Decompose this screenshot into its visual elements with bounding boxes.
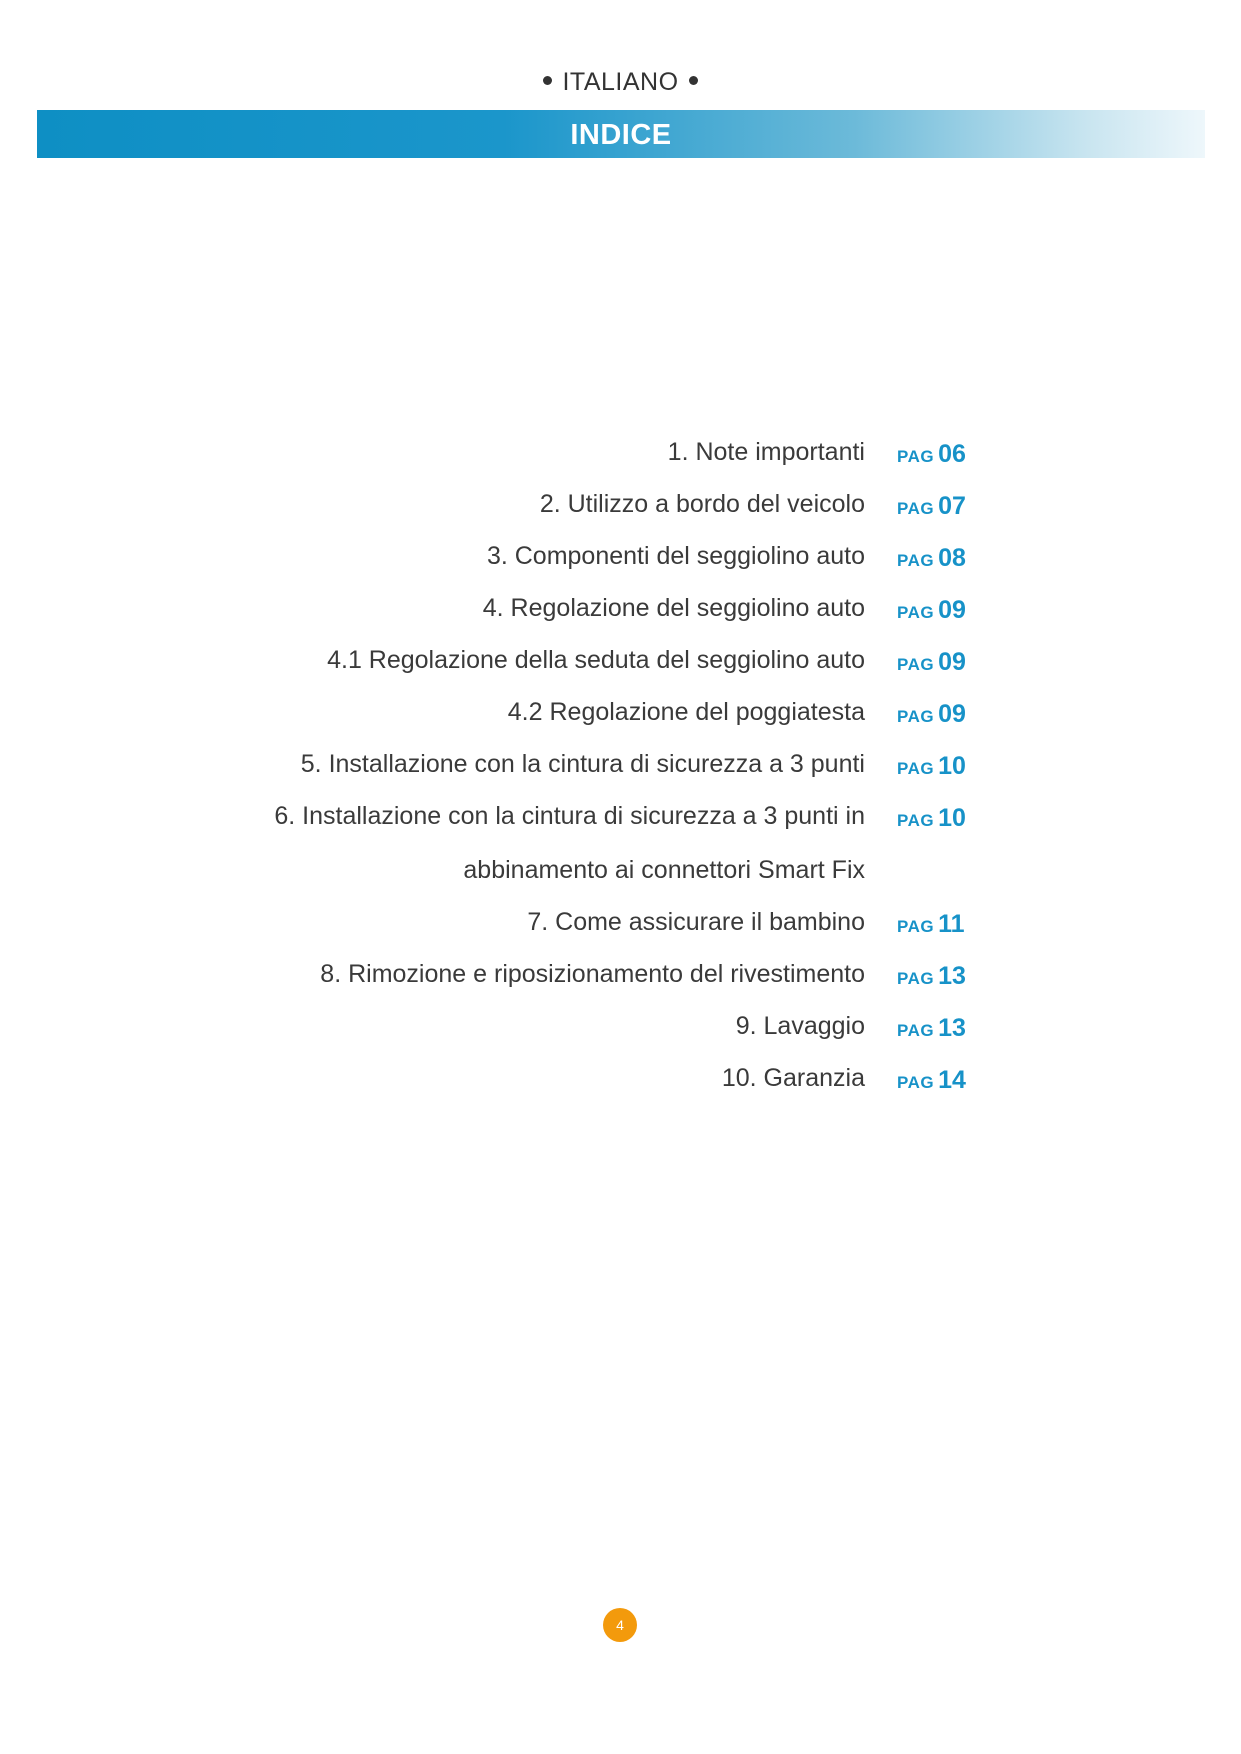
- toc-entry-label: 4.2 Regolazione del poggiatesta: [507, 698, 865, 726]
- page-title: INDICE: [570, 119, 672, 151]
- toc-entry-page: [897, 956, 966, 1000]
- page-number: 09: [938, 700, 966, 728]
- toc-entry-page: [897, 486, 966, 530]
- toc-entry-page: [897, 538, 966, 582]
- toc-entry-label: 5. Installazione con la cintura di sicurezza a 3 punti: [300, 750, 865, 778]
- pag-label: PAG: [897, 655, 935, 674]
- toc-entry[interactable]: [0, 538, 1241, 578]
- page-number: 10: [938, 804, 966, 832]
- toc-entry-label: 9. Lavaggio: [735, 1012, 865, 1040]
- toc-entry-label: 6. Installazione con la cintura di sicurezza a 3 punti in: [274, 802, 865, 830]
- toc-entry-page: [897, 642, 966, 686]
- toc-entry[interactable]: [0, 486, 1241, 526]
- toc-entry-continuation: [0, 852, 1241, 892]
- page-number: 09: [938, 596, 966, 624]
- pag-label: PAG: [897, 551, 935, 570]
- toc-entry-label: abbinamento ai connettori Smart Fix: [463, 856, 865, 884]
- pag-label: PAG: [897, 917, 935, 936]
- toc-entry-label: 3. Componenti del seggiolino auto: [486, 542, 865, 570]
- toc-entry-page: [897, 1060, 966, 1104]
- language-label: ITALIANO: [562, 68, 679, 96]
- toc-entry[interactable]: [0, 590, 1241, 630]
- toc-entry-page: [897, 746, 966, 790]
- page-number: 09: [938, 648, 966, 676]
- pag-label: PAG: [897, 969, 935, 988]
- toc-entry[interactable]: [0, 956, 1241, 996]
- pag-label: PAG: [897, 811, 935, 830]
- toc-entry-label: 1. Note importanti: [667, 438, 865, 466]
- pag-label: PAG: [897, 707, 935, 726]
- toc-entry-page: [897, 590, 966, 634]
- pag-label: PAG: [897, 1021, 935, 1040]
- page-number: 08: [938, 544, 966, 572]
- toc-entry-page: [897, 798, 966, 842]
- toc-entry[interactable]: [0, 694, 1241, 734]
- page-number: 14: [938, 1066, 966, 1094]
- pag-label: PAG: [897, 1073, 935, 1092]
- toc-entry-label: 4.1 Regolazione della seduta del seggiolino auto: [327, 646, 865, 674]
- toc-entry[interactable]: [0, 746, 1241, 786]
- toc-entry[interactable]: [0, 642, 1241, 682]
- toc-entry[interactable]: [0, 904, 1241, 944]
- page-number: 06: [938, 440, 966, 468]
- toc-entry[interactable]: [0, 434, 1241, 474]
- pag-label: PAG: [897, 759, 935, 778]
- toc-entry-label: 10. Garanzia: [721, 1064, 865, 1092]
- toc-entry-label: 2. Utilizzo a bordo del veicolo: [539, 490, 865, 518]
- toc-entry[interactable]: [0, 1008, 1241, 1048]
- toc-entry-label: 4. Regolazione del seggiolino auto: [482, 594, 865, 622]
- pag-label: PAG: [897, 447, 935, 466]
- toc-entry-label: 8. Rimozione e riposizionamento del rivestimento: [320, 960, 865, 988]
- page-number: 07: [938, 492, 966, 520]
- toc-entry-page: [897, 434, 966, 478]
- page-number-badge: 4: [603, 1608, 637, 1642]
- pag-label: PAG: [897, 603, 935, 622]
- toc-entry[interactable]: [0, 1060, 1241, 1100]
- toc-entry[interactable]: [0, 798, 1241, 838]
- page-number: 11: [938, 910, 965, 938]
- toc-entry-page: [897, 904, 965, 948]
- pag-label: PAG: [897, 499, 935, 518]
- page-number: 13: [938, 1014, 966, 1042]
- toc-entry-page: [897, 694, 966, 738]
- toc-entry-page: [897, 1008, 966, 1052]
- page-number: 13: [938, 962, 966, 990]
- toc-entry-label: 7. Come assicurare il bambino: [527, 908, 865, 936]
- page-number: 10: [938, 752, 966, 780]
